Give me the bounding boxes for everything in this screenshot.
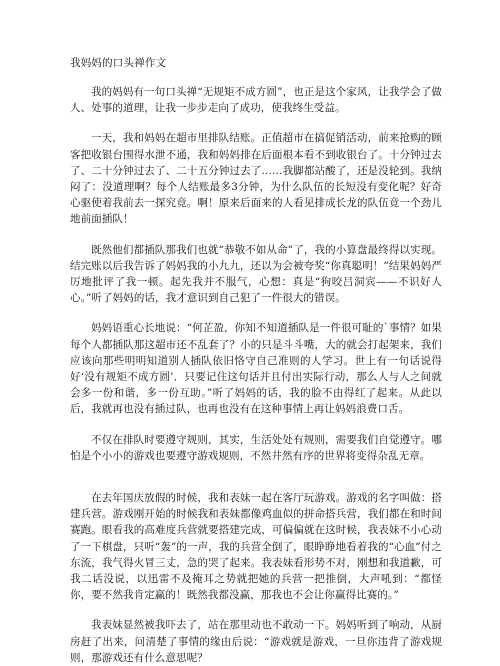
paragraph-2: 一天，我和妈妈在超市里排队结账。正值超市在搞促销活动，前来抢购的顾客把收银台围得水泄不通，我和妈妈排在后面根本看不到收银台了。十分钟过去了、二十分钟过去了、二十五分钟过去了……我脚都站酸了，还是没轮到。我纳闷了：没道理啊？每个人结账最多3分钟，为什么队伍的长短没有变化呢？好奇心驱使着我前去一探究竟。啊！原来后面来的人看见排成长龙的队伍竟一个劲儿地前面插队！ [70, 132, 442, 226]
paragraph-3: 既然他们都插队那我们也就“恭敬不如从命”了，我的小算盘最终得以实现。结完账以后我告诉了妈妈我的小九九，还以为会被夸奖“你真聪明！”结果妈妈严厉地批评了我一顿。起先我并不服气，心想：真是“狗咬吕洞宾——不识好人心。”听了妈妈的话，我才意识到自己犯了一件很大的错误。 [70, 243, 442, 305]
paragraph-5: 不仅在排队时要遵守规则，其实，生活处处有规则，需要我们自觉遵守。哪怕是个小小的游戏也要遵守游戏规则，不然井然有序的世界将变得杂乱无章。 [70, 433, 442, 462]
paragraph-4: 妈妈语重心长地说：“何芷盈，你知不知道插队是一件很可耻的`事情？如果每个人都插队那这超市还不乱套了？小的只是斗斗嘴，大的就会打起架来，我们应该向那些明明知道别人插队依旧恪守自己准则的人学习。世上有一句话说得好‘没有规矩不成方圆’．只要记住这句话并且付出实际行动，那么人与人之间就会多一份和谐，多一份互助。”听了妈妈的话，我的脸不由得红了起来。从此以后，我就再也没有插过队，也再也没有在这种事情上再让妈妈浪费口舌。 [70, 322, 442, 416]
paragraph-7: 我表妹显然被我吓去了，站在那里动也不敢动一下。妈妈听到了响动，从厨房赶了出来，问清楚了事情的缘由后说：“游戏就是游戏，一旦你违背了游戏规则，那游戏还有什么意思呢？ [70, 619, 442, 664]
document-title: 我妈妈的口头禅作文 [70, 57, 167, 69]
paragraph-6: 在去年国庆放假的时候，我和表妹一起在客厅玩游戏。游戏的名字叫做：搭建兵营。游戏刚开始的时候我和表妹都像鸡血似的拼命搭兵营，我们都在和时间赛跑。眼看我的高难度兵营就要搭建完成，可偏偏就在这时候，我表妹不小心动了一下棋盘，只听“轰”的一声，我的兵营全倒了，眼睁睁地看着我的“心血”付之东流，我气得火冒三丈，急的哭了起来。我表妹看形势不对，刚想和我道歉，可我二话没说，以迅雷不及掩耳之势就把她的兵营一把推倒，大声吼到：“都怪你，要不然我肯定赢的！既然我都没赢，那我也不会让你赢得比赛的。” [70, 492, 442, 602]
paragraph-1: 我的妈妈有一句口头禅“无规矩不成方圆”，也正是这个家风，让我学会了做人、处事的道理，让我一步步走向了成功，使我终生受益。 [70, 86, 442, 115]
